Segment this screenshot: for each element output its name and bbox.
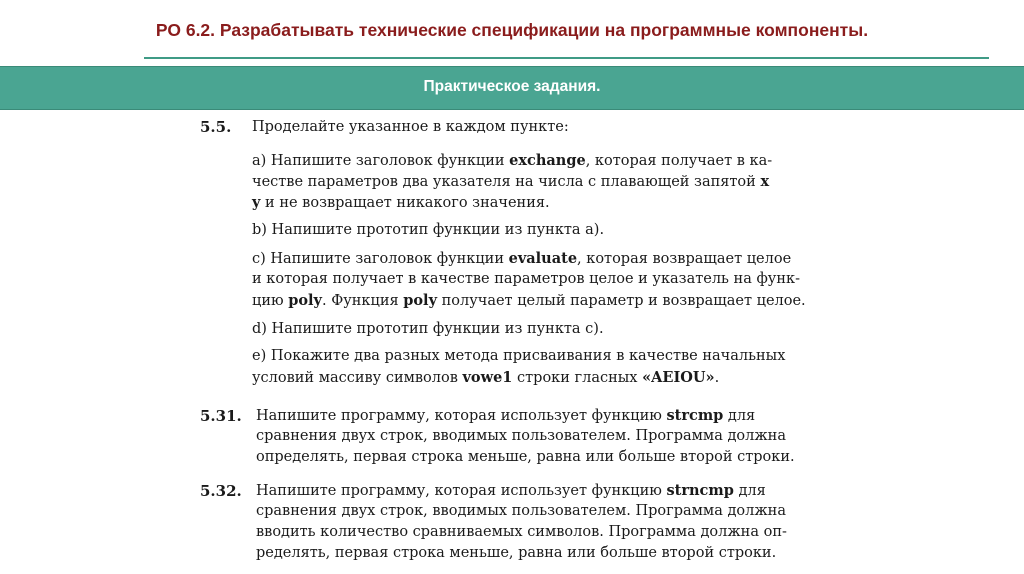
text-run: цию: [252, 293, 289, 309]
slide-title: РО 6.2. Разрабатывать технические спецификации на программные компоненты.: [155, 20, 869, 40]
item-d: d) Напишите прототип функции из пункта с).: [252, 321, 604, 337]
string-literal: «AEIOU»: [642, 369, 715, 386]
text-run: и не возвращает никакого значения.: [260, 195, 550, 211]
function-name: evaluate: [508, 250, 578, 267]
exercise-line-4: ределять, первая строка меньше, равна или больше второй строки.: [256, 545, 777, 561]
item-e-line-2: [252, 367, 719, 389]
text-run: получает целый параметр и возвращает целое.: [437, 293, 806, 309]
exercise-line-2: сравнения двух строк, вводимых пользователем. Программа должна: [256, 503, 786, 519]
text-run: а) Напишите заголовок функции: [252, 153, 510, 169]
item-c-line-2: и которая получает в качестве параметров целое и указатель на функ-: [252, 271, 800, 287]
function-name: strncmp: [666, 482, 734, 499]
function-name: poly: [403, 292, 437, 309]
item-a-line-2: [252, 171, 769, 193]
variable-name: x: [760, 173, 770, 190]
exercise-line-2: сравнения двух строк, вводимых пользователем. Программа должна: [256, 428, 786, 444]
item-c-line-3: [252, 290, 806, 312]
variable-name: y: [252, 194, 261, 211]
function-name: poly: [288, 292, 322, 309]
title-underline: [144, 57, 989, 59]
text-run: Напишите программу, которая использует функцию: [256, 408, 667, 424]
text-run: для: [723, 408, 756, 424]
exercise-line-1: [256, 480, 766, 502]
text-run: условий массиву символов: [252, 370, 463, 386]
exercise-line-1: [256, 405, 755, 427]
exercise-line-3: определять, первая строка меньше, равна или больше второй строки.: [256, 449, 795, 465]
text-run: строки гласных: [512, 370, 643, 386]
text-run: .: [714, 370, 720, 386]
function-name: exchange: [509, 152, 586, 169]
item-c-line-1: [252, 248, 791, 270]
exercise-line-3: вводить количество сравниваемых символов. Программа должна оп-: [256, 524, 787, 540]
item-e-line-1: e) Покажите два разных метода присваивания в качестве начальных: [252, 348, 786, 364]
item-a-line-1: [252, 150, 772, 172]
exercise-number: 5.32.: [200, 482, 242, 500]
exercise-number: 5.31.: [200, 407, 242, 425]
function-name: strcmp: [666, 407, 724, 424]
section-band-label: Практическое задания.: [423, 78, 601, 95]
text-run: для: [733, 483, 766, 499]
variable-name: vowe1: [462, 369, 513, 386]
text-run: , которая получает в ка-: [585, 153, 773, 169]
text-run: , которая возвращает целое: [577, 251, 792, 267]
text-run: c) Напишите заголовок функции: [252, 251, 509, 267]
exercise-number: 5.5.: [200, 118, 232, 136]
text-run: . Функция: [321, 293, 404, 309]
text-run: Напишите программу, которая использует функцию: [256, 483, 667, 499]
exercise-intro: Проделайте указанное в каждом пункте:: [252, 119, 569, 135]
item-a-line-3: [252, 192, 550, 214]
item-b: b) Напишите прототип функции из пункта а).: [252, 222, 605, 238]
text-run: честве параметров два указателя на числа с плавающей запятой: [252, 174, 761, 190]
